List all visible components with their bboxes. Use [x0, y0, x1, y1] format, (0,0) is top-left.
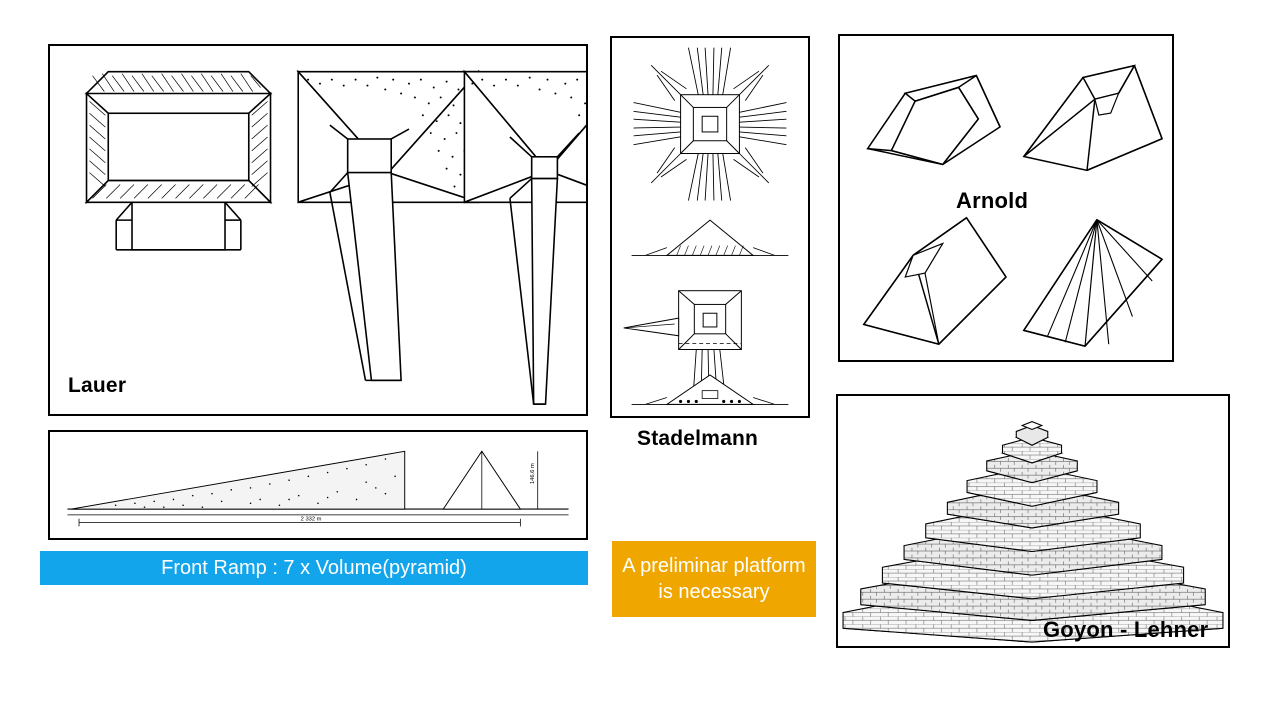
goyon-lehner-diagram	[838, 396, 1228, 646]
panel-goyon-lehner	[836, 394, 1230, 648]
dimension-height: 146.6 m	[529, 463, 536, 485]
caption-stadelmann: Stadelmann	[637, 427, 759, 450]
stadelmann-diagram	[612, 38, 808, 416]
panel-front-ramp-section	[48, 430, 588, 540]
lauer-diagram	[50, 46, 586, 414]
callout-front-ramp-volume	[40, 551, 588, 585]
front-ramp-section-diagram	[50, 432, 586, 538]
callout-preliminary-platform-line2: is necessary	[658, 581, 770, 603]
callout-preliminary-platform	[612, 541, 816, 617]
callout-front-ramp-volume-text: Front Ramp : 7 x Volume(pyramid)	[161, 557, 467, 579]
callout-preliminary-platform-line1: A preliminar platform	[622, 555, 806, 577]
panel-stadelmann	[610, 36, 810, 418]
dimension-length: 2 332 m	[300, 516, 322, 523]
caption-lauer: Lauer	[68, 374, 127, 397]
caption-arnold: Arnold	[956, 188, 1029, 213]
caption-goyon-lehner: Goyon - Lehner	[1043, 617, 1209, 642]
panel-lauer	[48, 44, 588, 416]
